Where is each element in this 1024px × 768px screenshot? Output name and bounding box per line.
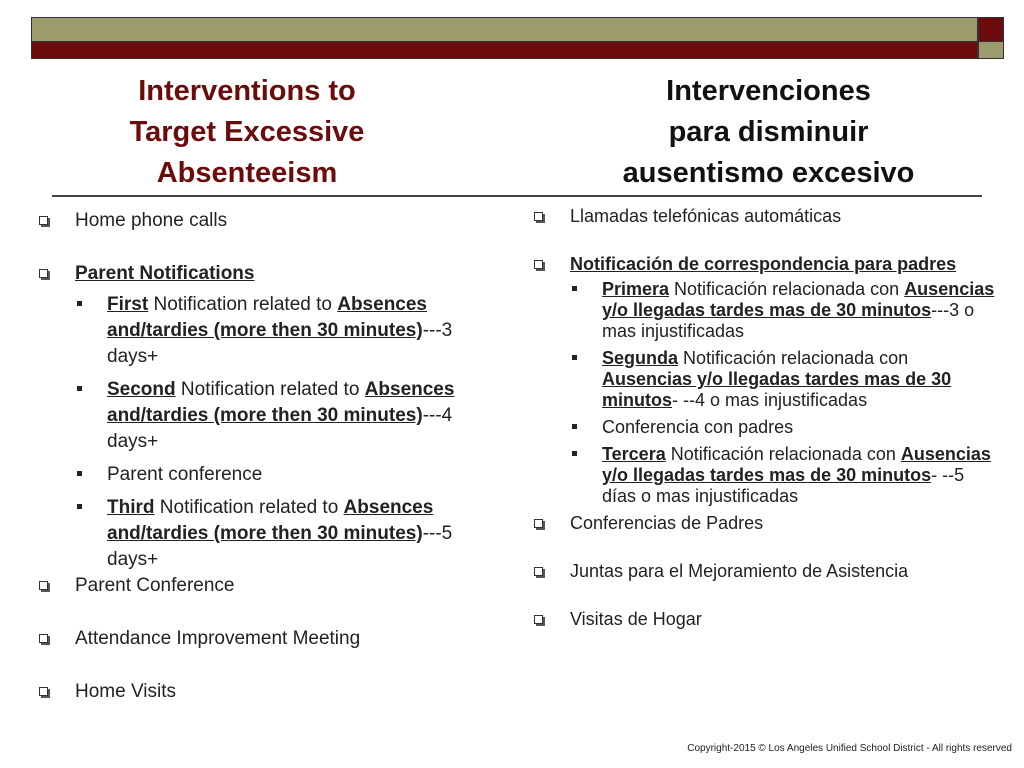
square-bullet-icon <box>572 451 577 456</box>
checkbox-bullet-icon <box>39 634 48 643</box>
header-bar-red <box>31 42 978 59</box>
checkbox-bullet-icon <box>39 687 48 696</box>
item-label: Conferencias de Padres <box>570 513 764 533</box>
list-item-juntas <box>530 561 1000 582</box>
copyright-footer: Copyright-2015 © Los Angeles Unified School District - All rights reserved <box>687 743 1012 754</box>
list-item-attendance-meeting <box>35 626 485 652</box>
checkbox-bullet-icon <box>534 212 543 221</box>
list-item-llamadas <box>530 206 1000 227</box>
square-bullet-icon <box>77 386 82 391</box>
list-item-parent-conference <box>35 573 485 599</box>
title-divider <box>52 195 982 197</box>
english-column <box>35 208 485 732</box>
list-item-notificacion <box>530 254 1000 275</box>
item-label: Home Visits <box>75 681 177 702</box>
checkbox-bullet-icon <box>39 581 48 590</box>
item-label: Attendance Improvement Meeting <box>75 628 361 649</box>
item-label: Home phone calls <box>75 210 228 231</box>
square-bullet-icon <box>77 471 82 476</box>
checkbox-bullet-icon <box>534 260 543 269</box>
item-label: Parent Notifications <box>75 263 255 284</box>
list-item-visitas <box>530 609 1000 630</box>
list-item-parent-notifications <box>35 261 485 287</box>
checkbox-bullet-icon <box>39 216 48 225</box>
sub-item-conferencia: Conferencia con padres <box>530 417 1000 438</box>
square-bullet-icon <box>572 424 577 429</box>
title-english: Interventions to Target Excessive Absenteeism <box>129 75 365 189</box>
sub-item-third-notification: Third Notification related to Absences and/tardies (more then 30 minutes)---5 days+ <box>35 495 485 573</box>
square-bullet-icon <box>77 504 82 509</box>
square-bullet-icon <box>572 355 577 360</box>
square-bullet-icon <box>572 286 577 291</box>
square-bullet-icon <box>77 301 82 306</box>
list-item-home-visits <box>35 679 485 705</box>
item-label: Parent Conference <box>75 575 235 596</box>
item-label: Notificación de correspondencia para padres <box>570 254 957 274</box>
checkbox-bullet-icon <box>534 519 543 528</box>
item-label: Juntas para el Mejoramiento de Asistencia <box>570 561 909 581</box>
checkbox-bullet-icon <box>39 269 48 278</box>
list-item-home-phone-calls <box>35 208 485 234</box>
sub-item-segunda: Segunda Notificación relacionada con Ausencias y/o llegadas tardes mas de 30 minutos- --4 o mas injustificadas <box>530 348 1000 411</box>
sub-item-tercera: Tercera Notificación relacionada con Ausencias y/o llegadas tardes mas de 30 minutos- --5 días o mas injustificadas <box>530 444 1000 507</box>
item-label: Llamadas telefónicas automáticas <box>570 206 842 226</box>
title-spanish: Intervenciones para disminuir ausentismo excesivo <box>622 75 915 189</box>
checkbox-bullet-icon <box>534 615 543 624</box>
header-square-olive <box>978 42 1004 59</box>
sub-item-parent-conference: Parent conference <box>35 462 485 488</box>
sub-item-first-notification: First Notification related to Absences and/tardies (more then 30 minutes)---3 days+ <box>35 292 485 370</box>
sub-item-primera: Primera Notificación relacionada con Ausencias y/o llegadas tardes mas de 30 minutos---3 o mas injustificadas <box>530 279 1000 342</box>
spanish-column <box>530 206 1000 657</box>
checkbox-bullet-icon <box>534 567 543 576</box>
sub-item-second-notification: Second Notification related to Absences and/tardies (more then 30 minutes)---4 days+ <box>35 377 485 455</box>
header-bar-olive <box>31 17 978 42</box>
item-label: Visitas de Hogar <box>570 609 702 629</box>
list-item-conferencias <box>530 513 1000 534</box>
header-square-red <box>978 17 1004 42</box>
